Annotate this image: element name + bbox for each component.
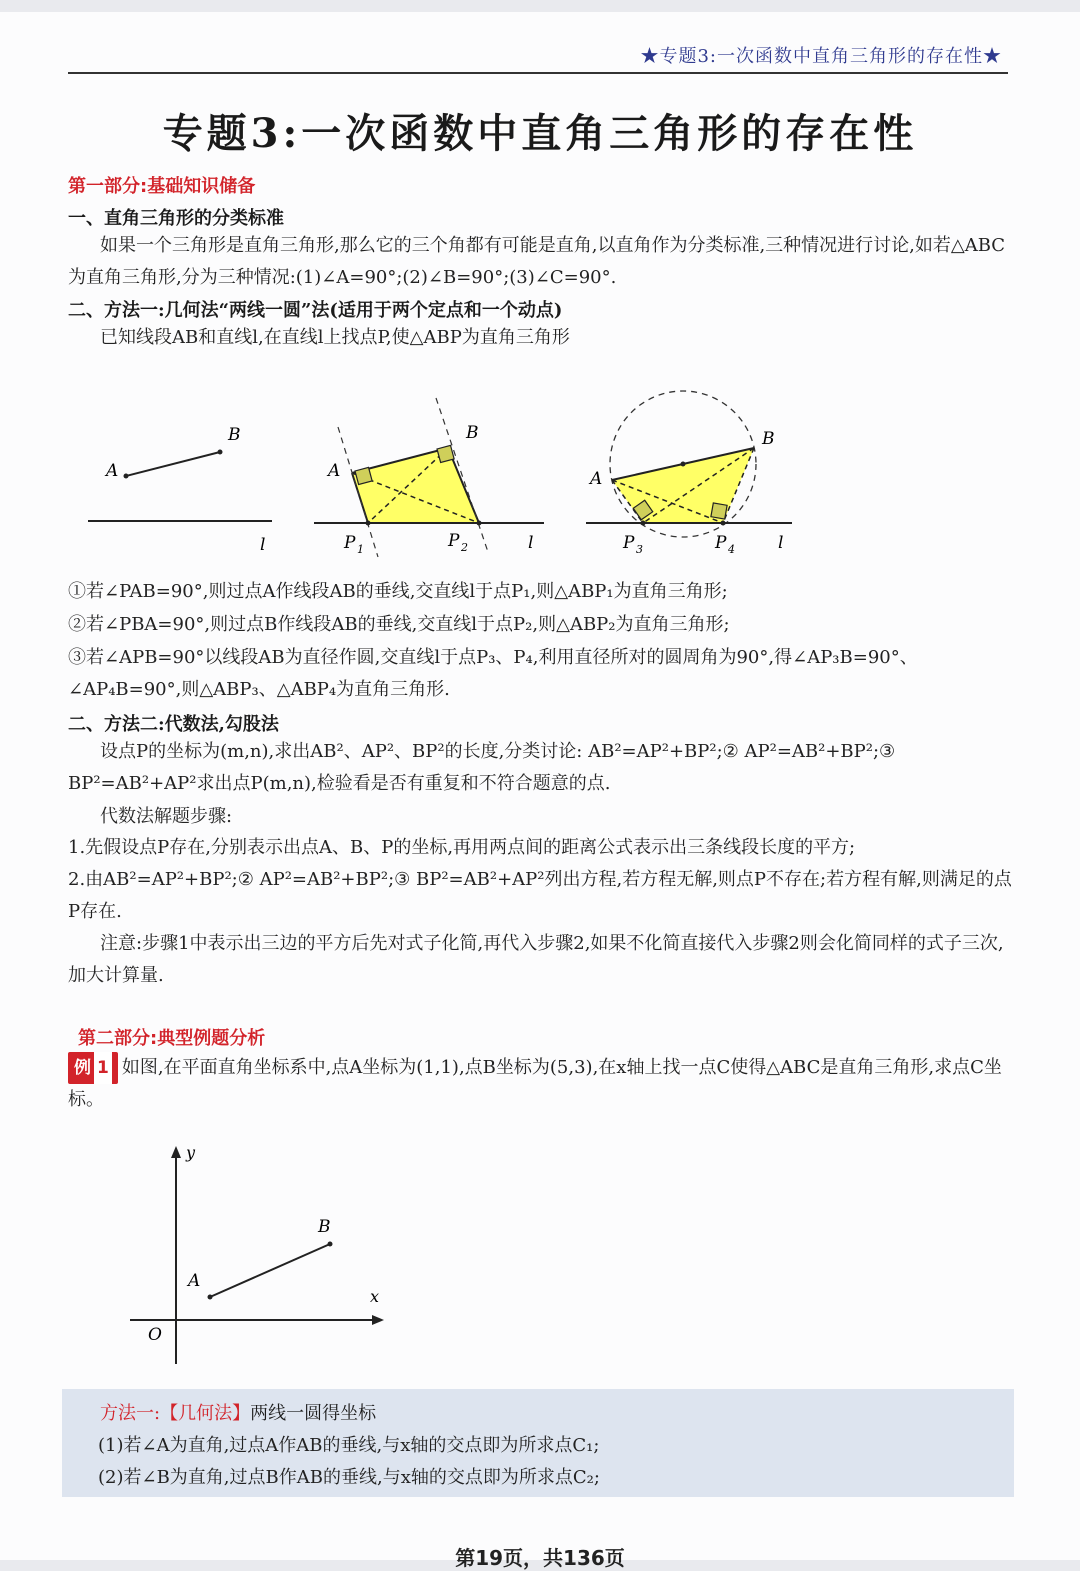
example-badge: 例 1 bbox=[68, 1052, 118, 1084]
method-box bbox=[62, 1389, 1014, 1497]
fig2-label-l: l bbox=[528, 533, 534, 553]
fig2-label-p1: P bbox=[344, 533, 356, 553]
fig1-label-a: A bbox=[106, 461, 119, 481]
fig2-label-p2-sub: 2 bbox=[461, 541, 468, 554]
step-1: 1.先假设点P存在,分别表示出点A、B、P的坐标,再用两点间的距离公式表示出三条线段长度的平方; bbox=[68, 837, 856, 858]
method-heading: 方法一:【几何法】两线一圆得坐标 bbox=[100, 1403, 377, 1424]
s2-text: 已知线段AB和直线l,在直线l上找点P,使△ABP为直角三角形 bbox=[100, 327, 570, 348]
page-number: 第19页，共136页 bbox=[455, 1546, 625, 1570]
s2-heading: 二、方法一:几何法“两线一圆”法(适用于两个定点和一个动点) bbox=[68, 300, 563, 321]
fig3-label-p3: P bbox=[623, 533, 635, 553]
coordinate-figure bbox=[120, 1140, 400, 1380]
page-title: 专题3:一次函数中直角三角形的存在性 bbox=[162, 110, 918, 157]
fig3-label-p4: P bbox=[715, 533, 727, 553]
point-b-label: B bbox=[318, 1217, 331, 1237]
running-header: ★专题3:一次函数中直角三角形的存在性★ bbox=[640, 46, 1002, 67]
fig2-label-b: B bbox=[466, 423, 479, 443]
fig3-label-p4-sub: 4 bbox=[728, 543, 735, 556]
figure-perpendiculars bbox=[314, 398, 544, 557]
point-a-label: A bbox=[188, 1271, 201, 1291]
part1-heading: 第一部分:基础知识储备 bbox=[68, 176, 256, 197]
fig3-label-p3-sub: 3 bbox=[636, 543, 643, 556]
fig1-label-l: l bbox=[260, 535, 266, 555]
method-line-2: (2)若∠B为直角,过点B作AB的垂线,与x轴的交点即为所求点C₂; bbox=[98, 1467, 600, 1488]
note: 注意:步骤1中表示出三边的平方后先对式子化简,再代入步骤2,如果不化简直接代入步骤2则会化简同样的式子三次,加大计算量. bbox=[68, 933, 1004, 986]
method-line-1: (1)若∠A为直角,过点A作AB的垂线,与x轴的交点即为所求点C₁; bbox=[98, 1435, 600, 1456]
case-2: ②若∠PBA=90°,则过点B作线段AB的垂线,交直线l于点P₂,则△ABP₂为直角三角形; bbox=[68, 614, 730, 635]
figure-circle-on-diameter bbox=[586, 391, 792, 556]
document-page bbox=[0, 12, 1080, 1570]
example-text: 如图,在平面直角坐标系中,点A坐标为(1,1),点B坐标为(5,3),在x轴上找一点C使得△ABC是直角三角形,求点C坐标。 bbox=[68, 1057, 1002, 1110]
figure-segment-ab bbox=[88, 425, 272, 555]
fig3-label-a: A bbox=[590, 469, 603, 489]
steps-title: 代数法解题步骤: bbox=[100, 806, 233, 827]
s3-heading: 二、方法二:代数法,勾股法 bbox=[68, 714, 279, 735]
fig3-label-l: l bbox=[778, 533, 784, 553]
example-1 bbox=[68, 1052, 1013, 1116]
case-1: ①若∠PAB=90°,则过点A作线段AB的垂线,交直线l于点P₁,则△ABP₁为直角三角形; bbox=[68, 581, 728, 602]
case-3: ③若∠APB=90°以线段AB为直径作圆,交直线l于点P₃、P₄,利用直径所对的圆周角为90°,得∠AP₃B=90°、∠AP₄B=90°,则△ABP₃、△ABP₄为直角三角形. bbox=[68, 647, 918, 700]
header-rule bbox=[68, 72, 1008, 74]
axis-label-x: x bbox=[370, 1287, 380, 1306]
s1-text: 如果一个三角形是直角三角形,那么它的三个角都有可能是直角,以直角作为分类标准,三种情况进行讨论,如若△ABC为直角三角形,分为三种情况:(1)∠A=90°;(2)∠B=90°;(3)∠C=90°. bbox=[68, 235, 1006, 288]
fig3-label-b: B bbox=[762, 429, 775, 449]
fig2-label-p1-sub: 1 bbox=[357, 543, 364, 556]
fig2-label-a: A bbox=[328, 461, 341, 481]
fig2-label-p2: P bbox=[448, 531, 460, 551]
s1-heading: 一、直角三角形的分类标准 bbox=[68, 208, 284, 229]
origin-label: O bbox=[148, 1325, 162, 1345]
step-2: 2.由AB²=AP²+BP²;② AP²=AB²+BP²;③ BP²=AB²+AP²列出方程,若方程无解,则点P不存在;若方程有解,则满足的点P存在. bbox=[68, 869, 1012, 922]
s3-text: 设点P的坐标为(m,n),求出AB²、AP²、BP²的长度,分类讨论: AB²=AP²+BP²;② AP²=AB²+BP²;③ BP²=AB²+AP²求出点P(m,n),检验看是否有重复和不符合题意的点. bbox=[68, 741, 896, 794]
part2-heading: 第二部分:典型例题分析 bbox=[78, 1028, 266, 1049]
fig1-label-b: B bbox=[228, 425, 241, 445]
two-lines-one-circle-figure bbox=[60, 372, 820, 572]
axis-label-y: y bbox=[186, 1143, 196, 1162]
